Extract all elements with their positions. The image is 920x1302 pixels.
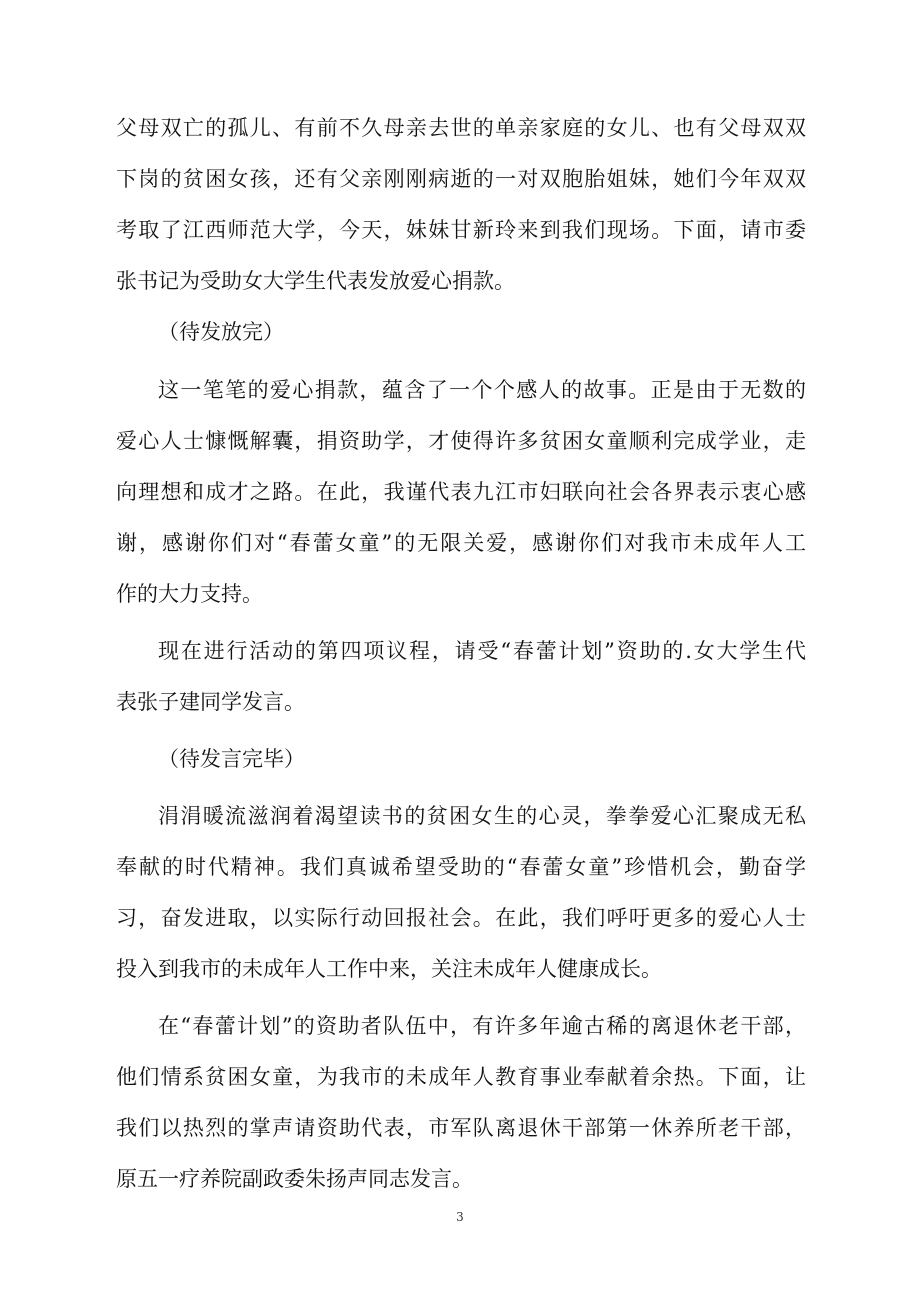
paragraph-7-line-4: 原五一疗养院副政委朱扬声同志发言。 (116, 1167, 473, 1191)
paragraph-1-line-4: 张书记为受助女大学生代表发放爱心捐款。 (116, 269, 515, 293)
paragraph-1-line-3: 考取了江西师范大学，今天，妹妹甘新玲来到我们现场。下面，请市委 (116, 218, 806, 242)
paragraph-4-line-1: 现在进行活动的第四项议程，请受“春蕾计划”资助的.女大学生代 (158, 639, 806, 663)
paragraph-6-line-3: 习，奋发进取，以实际行动回报社会。在此，我们呼吁更多的爱心人士 (116, 906, 806, 930)
paragraph-6-line-4: 投入到我市的未成年人工作中来，关注未成年人健康成长。 (116, 957, 662, 981)
stage-direction-2: （待发言完毕） (158, 747, 305, 771)
paragraph-7-line-1: 在“春蕾计划”的资助者队伍中，有许多年逾古稀的离退休老干部， (158, 1014, 806, 1038)
stage-direction-1: （待发放完） (158, 320, 284, 344)
paragraph-4-line-2: 表张子建同学发言。 (116, 690, 305, 714)
paragraph-3-line-1: 这一笔笔的爱心捐款，蕴含了一个个感人的故事。正是由于无数的 (158, 378, 806, 402)
page-number: 3 (456, 1210, 464, 1224)
paragraph-6-line-1: 涓涓暖流滋润着渴望读书的贫困女生的心灵，拳拳爱心汇聚成无私 (158, 804, 806, 828)
paragraph-3-line-2: 爱心人士慷慨解囊，捐资助学，才使得许多贫困女童顺利完成学业，走 (116, 429, 806, 453)
paragraph-3-line-4: 谢，感谢你们对“春蕾女童”的无限关爱，感谢你们对我市未成年人工 (116, 531, 806, 555)
paragraph-7-line-3: 我们以热烈的掌声请资助代表，市军队离退休干部第一休养所老干部， (116, 1116, 806, 1140)
paragraph-6-line-2: 奉献的时代精神。我们真诚希望受助的“春蕾女童”珍惜机会，勤奋学 (116, 855, 806, 879)
paragraph-3-line-5: 作的大力支持。 (116, 582, 263, 606)
paragraph-7-line-2: 他们情系贫困女童，为我市的未成年人教育事业奉献着余热。下面，让 (116, 1065, 806, 1089)
paragraph-3-line-3: 向理想和成才之路。在此，我谨代表九江市妇联向社会各界表示衷心感 (116, 480, 806, 504)
paragraph-1-line-2: 下岗的贫困女孩，还有父亲刚刚病逝的一对双胞胎姐妹，她们今年双双 (116, 167, 806, 191)
paragraph-1-line-1: 父母双亡的孤儿、有前不久母亲去世的单亲家庭的女儿、也有父母双双 (116, 116, 806, 140)
